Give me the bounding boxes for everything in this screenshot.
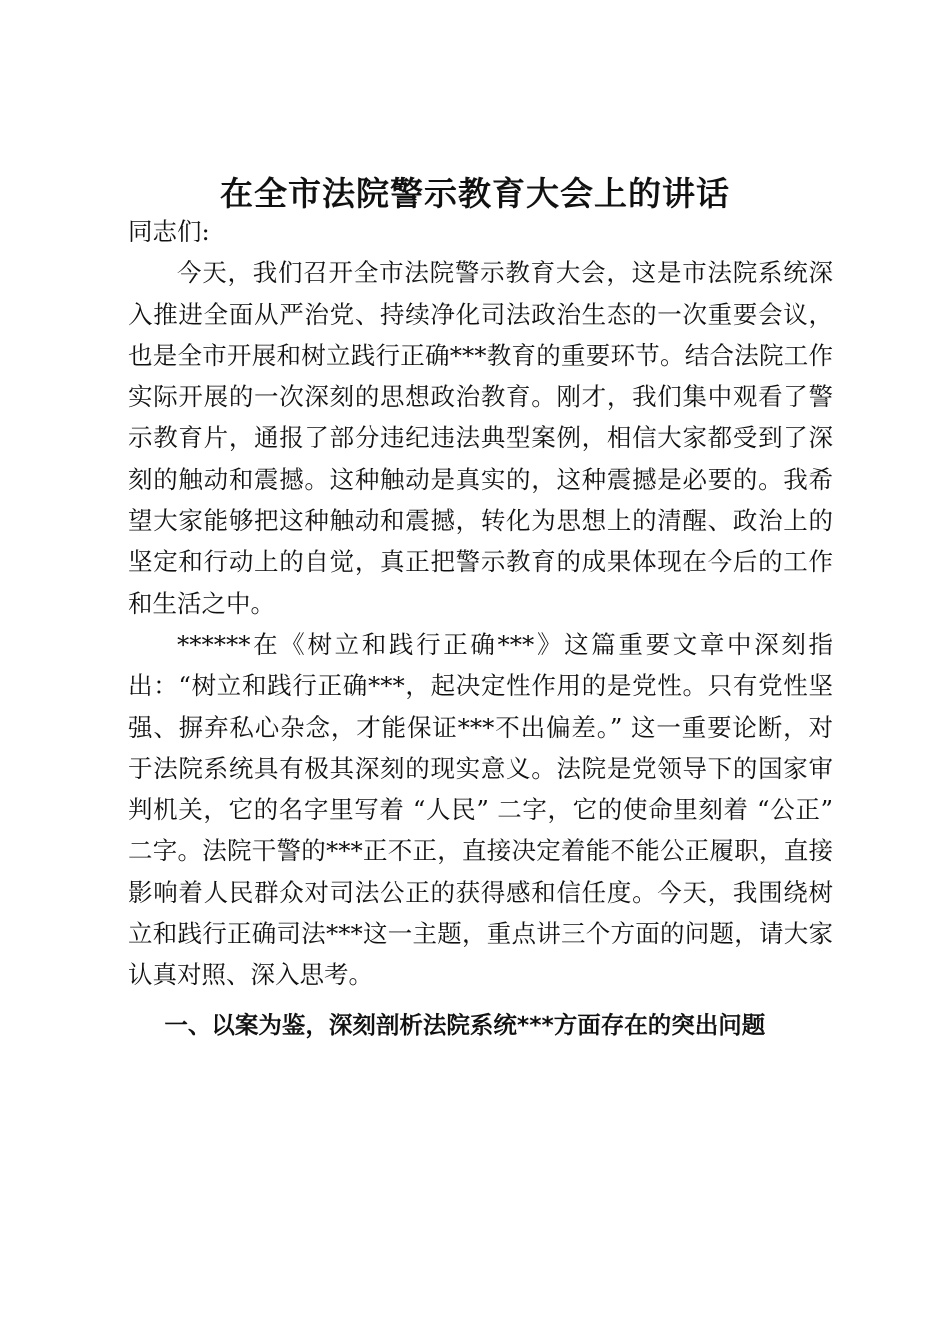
document-title: 在全市法院警示教育大会上的讲话 (220, 174, 730, 213)
salutation: 同志们: (128, 217, 210, 246)
paragraph-opening: 今天，我们召开全市法院警示教育大会，这是市法院系统深入推进全面从严治党、持续净化司法政治生态的一次重要会议，也是全市开展和树立践行正确***教育的重要环节。结合法院工作实际开展的一次深刻的思想政治教育。刚才，我们集中观看了警示教育片，通报了部分违纪违法典型案例，相信大家都受到了深刻的触动和震撼。这种触动是真实的，这种震撼是必要的。我希望大家能够把这种触动和震撼，转化为思想上的清醒、政治上的坚定和行动上的自觉，真正把警示教育的成果体现在今后的工作和生活之中。 (128, 258, 833, 618)
document-body (128, 211, 833, 1046)
paragraph-quote: ******在《树立和践行正确***》这篇重要文章中深刻指出：“树立和践行正确***，起决定性作用的是党性。只有党性坚强、摒弃私心杂念，才能保证***不出偏差。” 这一重要论断，对于法院系统具有极其深刻的现实意义。法院是党领导下的国家审判机关，它的名字里写着 “人民” 二字，它的使命里刻着 “公正” 二字。法院干警的***正不正，直接决定着能不能公正履职，直接影响着人民群众对司法公正的获得感和信任度。今天，我围绕树立和践行正确司法***这一主题，重点讲三个方面的问题，请大家认真对照、深入思考。 (128, 629, 833, 990)
section-heading-1: 一、以案为鉴，深刻剖析法院系统***方面存在的突出问题 (164, 1010, 766, 1039)
